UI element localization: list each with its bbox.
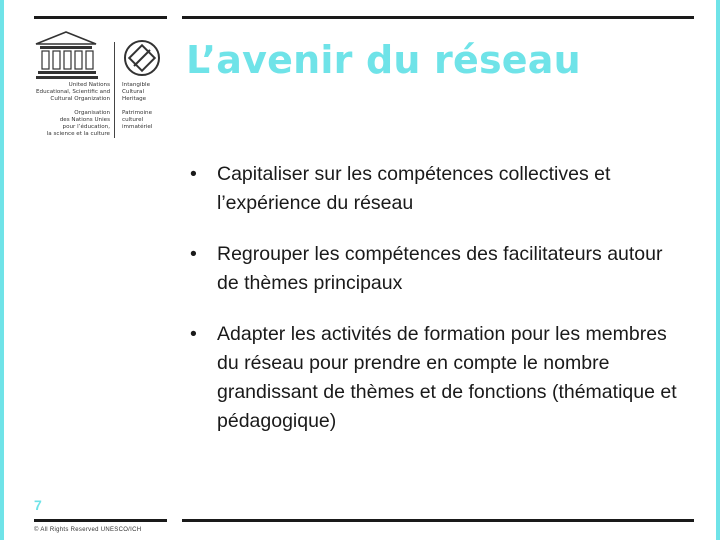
bottom-rule-left [34,519,167,522]
bullet-list [190,160,680,458]
bottom-rule-right [182,519,694,522]
bullet-item: • Adapter les activités de formation pour les membres du réseau pour prendre en compte le nombre grandissant de thèmes et de fonctions (thématique et pédagogique) [190,320,680,436]
copyright-footer: © All Rights Reserved UNESCO/ICH [34,527,142,533]
bullet-item: • Regrouper les compétences des facilitateurs autour de thèmes principaux [190,240,680,298]
page-number: 7 [34,497,42,513]
ich-emblem-icon [122,38,162,78]
unesco-org-name: United Nations Educational, Scientific and Cultural Organization Organisation des Nations Unies pour l’éducation, la science et la culture [36,82,111,137]
unesco-temple-icon [34,30,114,82]
unesco-ich-logo [34,30,169,140]
logo-divider [114,42,115,138]
slide-title: L’avenir du réseau [186,38,581,82]
top-rule-left [34,16,167,19]
top-rule-right [182,16,694,19]
ich-name: Intangible Cultural Heritage Patrimoine culturel immatériel [122,82,153,130]
bullet-item: • Capitaliser sur les compétences collectives et l’expérience du réseau [190,160,680,218]
